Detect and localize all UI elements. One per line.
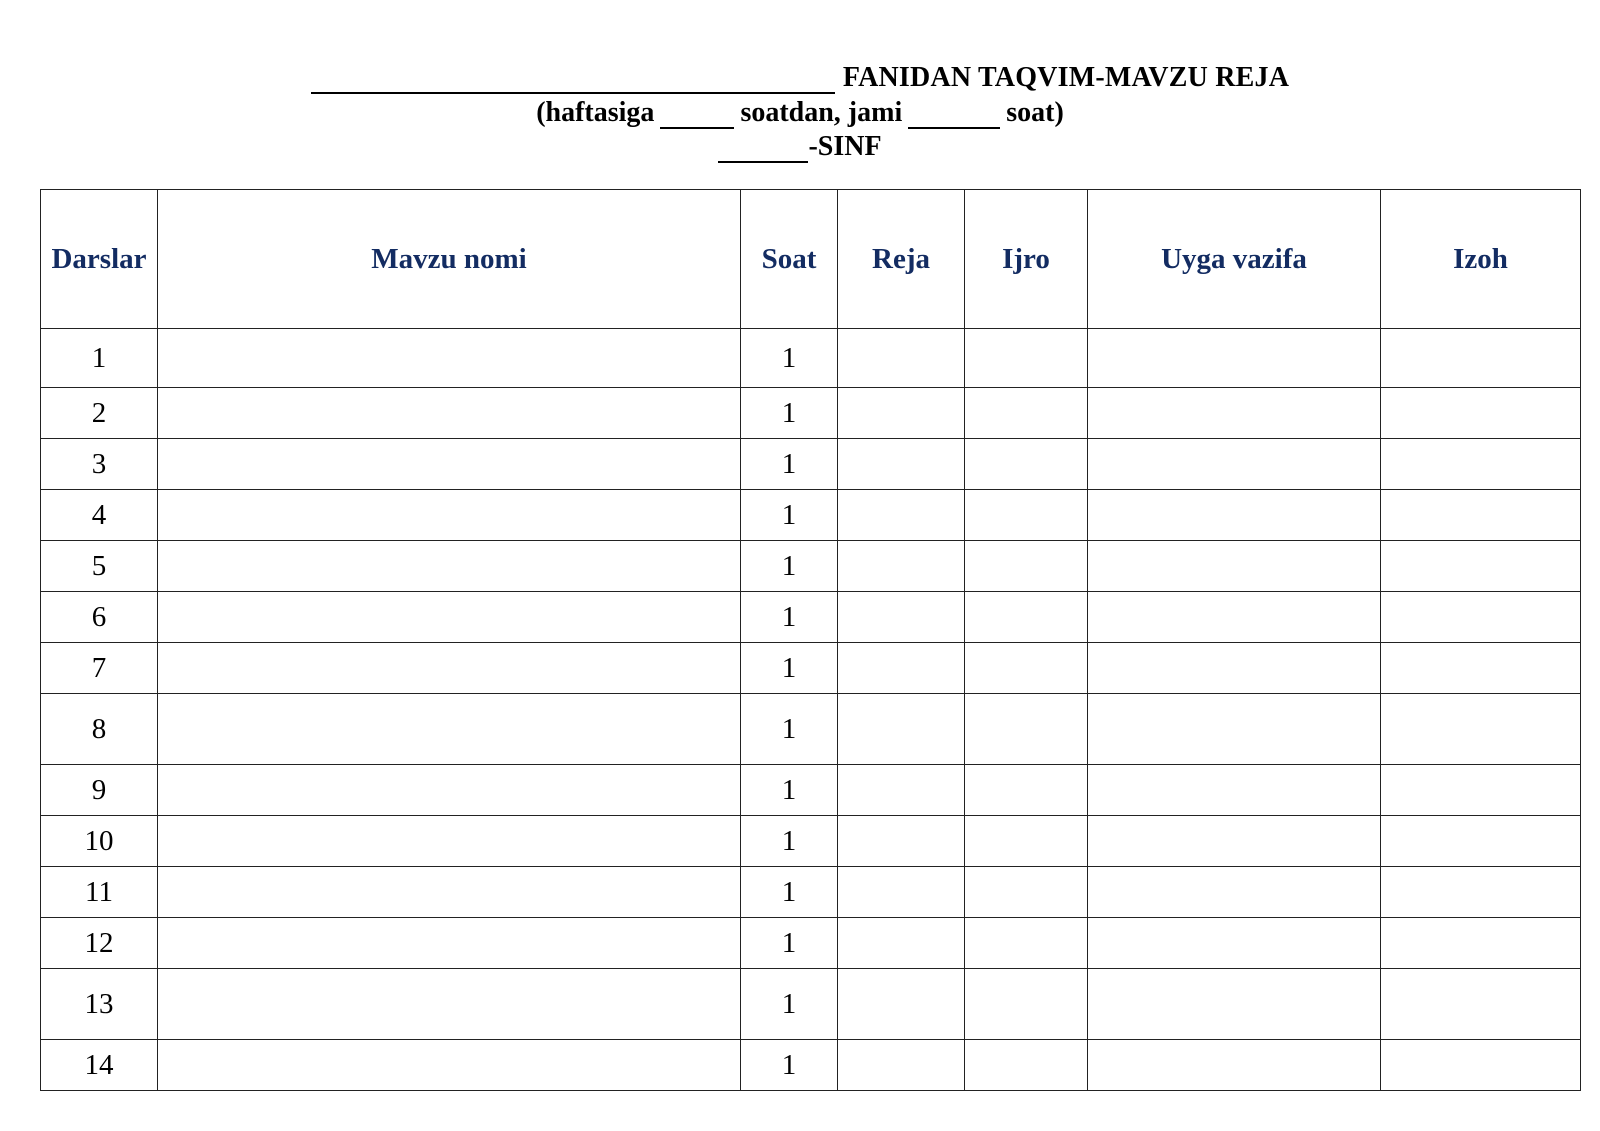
note-cell[interactable] xyxy=(1381,592,1581,643)
header-execution: Ijro xyxy=(965,190,1088,329)
hours-cell: 1 xyxy=(741,643,838,694)
header-hours: Soat xyxy=(741,190,838,329)
table-row xyxy=(41,490,1581,541)
table-body xyxy=(41,329,1581,1091)
execution-date-cell[interactable] xyxy=(965,643,1088,694)
topic-name-cell[interactable] xyxy=(158,643,741,694)
table-header-row xyxy=(41,190,1581,329)
table-row xyxy=(41,541,1581,592)
table-row xyxy=(41,765,1581,816)
hours-cell: 1 xyxy=(741,329,838,388)
table-row xyxy=(41,969,1581,1040)
lesson-number-cell: 2 xyxy=(41,388,158,439)
table-row xyxy=(41,918,1581,969)
plan-date-cell[interactable] xyxy=(838,329,965,388)
execution-date-cell[interactable] xyxy=(965,765,1088,816)
plan-date-cell[interactable] xyxy=(838,1040,965,1091)
homework-cell[interactable] xyxy=(1088,867,1381,918)
lesson-number-cell: 14 xyxy=(41,1040,158,1091)
execution-date-cell[interactable] xyxy=(965,816,1088,867)
note-cell[interactable] xyxy=(1381,439,1581,490)
execution-date-cell[interactable] xyxy=(965,918,1088,969)
plan-date-cell[interactable] xyxy=(838,867,965,918)
hours-cell: 1 xyxy=(741,490,838,541)
table-row xyxy=(41,643,1581,694)
plan-date-cell[interactable] xyxy=(838,439,965,490)
execution-date-cell[interactable] xyxy=(965,1040,1088,1091)
plan-date-cell[interactable] xyxy=(838,765,965,816)
hours-cell: 1 xyxy=(741,439,838,490)
document-title xyxy=(0,62,1600,94)
homework-cell[interactable] xyxy=(1088,490,1381,541)
homework-cell[interactable] xyxy=(1088,643,1381,694)
topic-name-cell[interactable] xyxy=(158,541,741,592)
subtitle-middle: soatdan, jami xyxy=(740,97,903,128)
note-cell[interactable] xyxy=(1381,969,1581,1040)
homework-cell[interactable] xyxy=(1088,918,1381,969)
grade-line xyxy=(0,131,1600,163)
homework-cell[interactable] xyxy=(1088,969,1381,1040)
note-cell[interactable] xyxy=(1381,816,1581,867)
table-row xyxy=(41,694,1581,765)
homework-cell[interactable] xyxy=(1088,388,1381,439)
subject-blank xyxy=(311,62,835,94)
table-row xyxy=(41,439,1581,490)
topic-name-cell[interactable] xyxy=(158,867,741,918)
note-cell[interactable] xyxy=(1381,694,1581,765)
lesson-number-cell: 8 xyxy=(41,694,158,765)
execution-date-cell[interactable] xyxy=(965,592,1088,643)
note-cell[interactable] xyxy=(1381,643,1581,694)
lesson-number-cell: 10 xyxy=(41,816,158,867)
hours-cell: 1 xyxy=(741,694,838,765)
lesson-number-cell: 11 xyxy=(41,867,158,918)
plan-date-cell[interactable] xyxy=(838,816,965,867)
hours-cell: 1 xyxy=(741,1040,838,1091)
hours-cell: 1 xyxy=(741,816,838,867)
plan-date-cell[interactable] xyxy=(838,694,965,765)
weekly-hours-blank xyxy=(660,97,734,129)
note-cell[interactable] xyxy=(1381,1040,1581,1091)
execution-date-cell[interactable] xyxy=(965,329,1088,388)
header-plan: Reja xyxy=(838,190,965,329)
topic-name-cell[interactable] xyxy=(158,388,741,439)
homework-cell[interactable] xyxy=(1088,694,1381,765)
homework-cell[interactable] xyxy=(1088,1040,1381,1091)
table-row xyxy=(41,1040,1581,1091)
lesson-number-cell: 5 xyxy=(41,541,158,592)
hours-cell: 1 xyxy=(741,918,838,969)
topic-name-cell[interactable] xyxy=(158,1040,741,1091)
plan-date-cell[interactable] xyxy=(838,541,965,592)
hours-cell: 1 xyxy=(741,388,838,439)
hours-cell: 1 xyxy=(741,592,838,643)
header-note: Izoh xyxy=(1381,190,1581,329)
hours-cell: 1 xyxy=(741,867,838,918)
lesson-number-cell: 12 xyxy=(41,918,158,969)
hours-cell: 1 xyxy=(741,765,838,816)
note-cell[interactable] xyxy=(1381,918,1581,969)
header-homework: Uyga vazifa xyxy=(1088,190,1381,329)
title-text: FANIDAN TAQVIM-MAVZU REJA xyxy=(842,62,1290,93)
hours-cell: 1 xyxy=(741,541,838,592)
topic-name-cell[interactable] xyxy=(158,694,741,765)
table-row xyxy=(41,816,1581,867)
homework-cell[interactable] xyxy=(1088,439,1381,490)
subtitle-suffix: soat) xyxy=(1006,97,1064,128)
lesson-plan-table xyxy=(40,189,1581,1091)
table-row xyxy=(41,867,1581,918)
execution-date-cell[interactable] xyxy=(965,867,1088,918)
execution-date-cell[interactable] xyxy=(965,969,1088,1040)
note-cell[interactable] xyxy=(1381,867,1581,918)
execution-date-cell[interactable] xyxy=(965,694,1088,765)
plan-date-cell[interactable] xyxy=(838,490,965,541)
subtitle-prefix: (haftasiga xyxy=(536,97,655,128)
table-row xyxy=(41,388,1581,439)
plan-date-cell[interactable] xyxy=(838,918,965,969)
lesson-number-cell: 13 xyxy=(41,969,158,1040)
topic-name-cell[interactable] xyxy=(158,439,741,490)
header-topic-name: Mavzu nomi xyxy=(158,190,741,329)
topic-name-cell[interactable] xyxy=(158,816,741,867)
homework-cell[interactable] xyxy=(1088,592,1381,643)
execution-date-cell[interactable] xyxy=(965,388,1088,439)
lesson-number-cell: 4 xyxy=(41,490,158,541)
topic-name-cell[interactable] xyxy=(158,592,741,643)
topic-name-cell[interactable] xyxy=(158,490,741,541)
hours-cell: 1 xyxy=(741,969,838,1040)
note-cell[interactable] xyxy=(1381,329,1581,388)
grade-label: -SINF xyxy=(808,131,882,162)
lesson-number-cell: 9 xyxy=(41,765,158,816)
homework-cell[interactable] xyxy=(1088,329,1381,388)
homework-cell[interactable] xyxy=(1088,765,1381,816)
plan-date-cell[interactable] xyxy=(838,969,965,1040)
lesson-number-cell: 7 xyxy=(41,643,158,694)
note-cell[interactable] xyxy=(1381,490,1581,541)
topic-name-cell[interactable] xyxy=(158,329,741,388)
document-subtitle xyxy=(0,97,1600,129)
execution-date-cell[interactable] xyxy=(965,541,1088,592)
note-cell[interactable] xyxy=(1381,541,1581,592)
homework-cell[interactable] xyxy=(1088,541,1381,592)
note-cell[interactable] xyxy=(1381,388,1581,439)
topic-name-cell[interactable] xyxy=(158,765,741,816)
lesson-number-cell: 6 xyxy=(41,592,158,643)
plan-date-cell[interactable] xyxy=(838,388,965,439)
topic-name-cell[interactable] xyxy=(158,969,741,1040)
lesson-number-cell: 3 xyxy=(41,439,158,490)
header-lessons: Darslar xyxy=(41,190,158,329)
lesson-number-cell: 1 xyxy=(41,329,158,388)
table-row xyxy=(41,592,1581,643)
note-cell[interactable] xyxy=(1381,765,1581,816)
homework-cell[interactable] xyxy=(1088,816,1381,867)
topic-name-cell[interactable] xyxy=(158,918,741,969)
plan-date-cell[interactable] xyxy=(838,592,965,643)
table-row xyxy=(41,329,1581,388)
total-hours-blank xyxy=(908,97,1000,129)
execution-date-cell[interactable] xyxy=(965,439,1088,490)
execution-date-cell[interactable] xyxy=(965,490,1088,541)
grade-blank xyxy=(718,131,808,163)
plan-date-cell[interactable] xyxy=(838,643,965,694)
